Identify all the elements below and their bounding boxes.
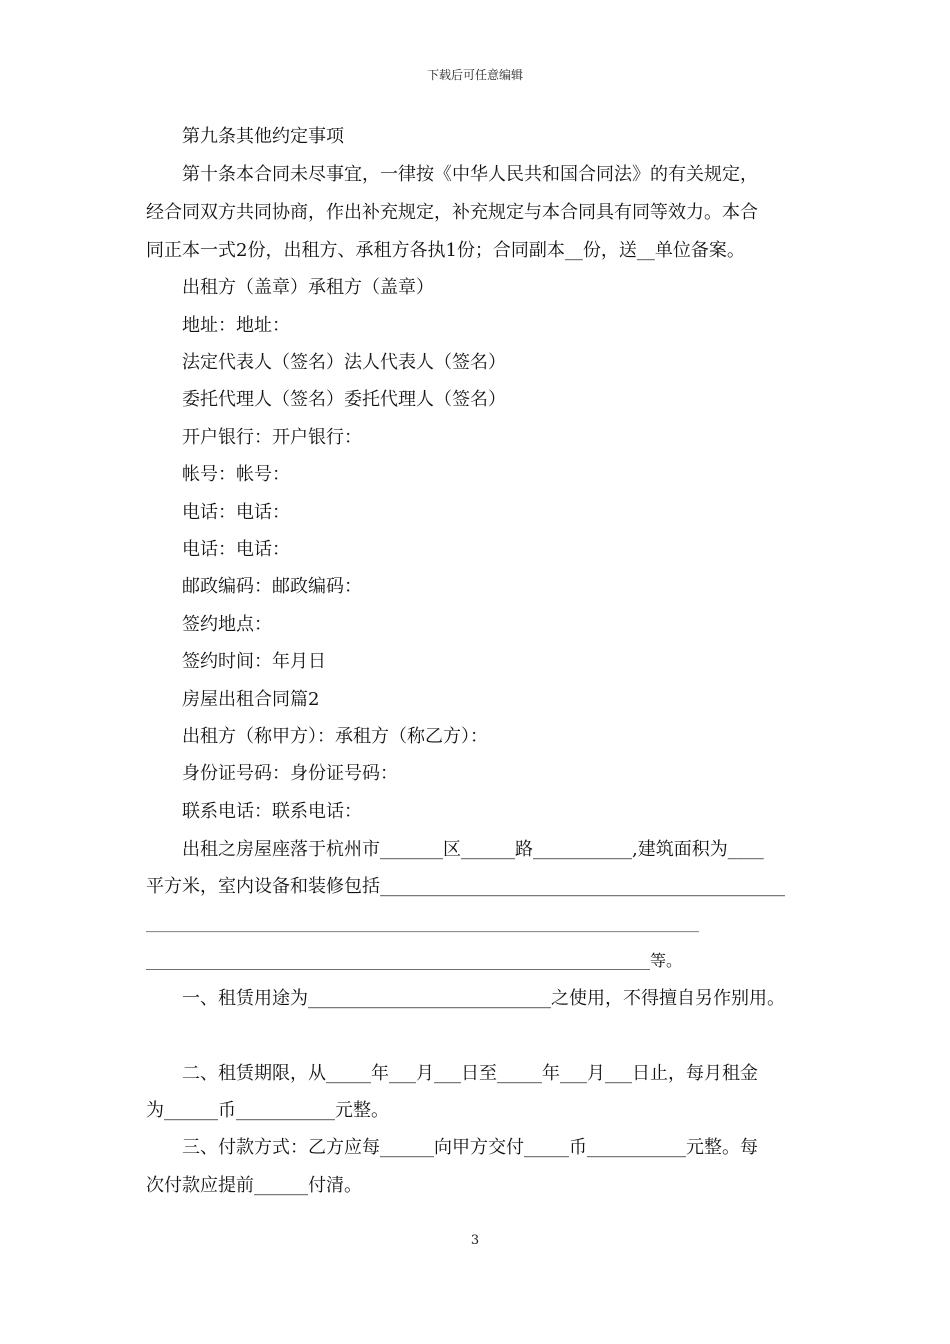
id-line: 身份证号码：身份证号码： [182,763,398,784]
address-line: 地址：地址： [182,315,290,336]
clause-9: 第九条其他约定事项 [182,126,344,147]
sign-place-line: 签约地点： [182,614,272,635]
bank-line: 开户银行：开户银行： [182,427,362,448]
section-title: 房屋出租合同篇2 [182,689,320,710]
agent-line: 委托代理人（签名）委托代理人（签名） [182,389,506,410]
phone-line-1: 电话：电话： [182,502,290,523]
page-number: 3 [470,1233,480,1248]
page-header: 下载后可任意编辑 [426,68,523,82]
seal-line: 出租方（盖章）承租方（盖章） [182,277,434,298]
contact-line: 联系电话：联系电话： [182,801,362,822]
location-line-3: _______________________________________________________________________________ [146,917,699,933]
location-line-4: _______________________________________________________________等。 [146,951,683,970]
clause-3-line-2: 次付款应提前______付清。 [146,1175,362,1196]
clause-3-line-1: 三、付款方式：乙方应每______向甲方交付_____币___________元整。每 [182,1137,758,1158]
clause-1: 一、租赁用途为___________________________之使用，不得擅自另作别用。 [182,988,785,1009]
postcode-line: 邮政编码：邮政编码： [182,576,362,597]
clause-2-line-2: 为______币___________元整。 [146,1100,389,1121]
clause-10-line-1: 第十条本合同未尽事宜，一律按《中华人民共和国合同法》的有关规定， [182,164,758,185]
account-line: 帐号：帐号： [182,464,290,485]
location-line-1: 出租之房屋座落于杭州市_______区______路___________,建筑面积为____ [182,839,764,860]
clause-10-line-3: 同正本一式2份，出租方、承租方各执1份；合同副本__份，送__单位备案。 [146,240,745,261]
legal-rep-line: 法定代表人（签名）法人代表人（签名） [182,352,506,373]
phone-line-2: 电话：电话： [182,539,290,560]
clause-2-line-1: 二、租赁期限，从_____年___月___日至_____年___月___日止，每月租金 [182,1063,758,1084]
sign-date-line: 签约时间：年月日 [182,651,326,672]
clause-10-line-2: 经合同双方共同协商，作出补充规定，补充规定与本合同具有同等效力。本合 [146,202,758,223]
location-line-2: 平方米，室内设备和装修包括_____________________________________________ [146,876,785,897]
parties-line: 出租方（称甲方）：承租方（称乙方）： [182,726,488,747]
